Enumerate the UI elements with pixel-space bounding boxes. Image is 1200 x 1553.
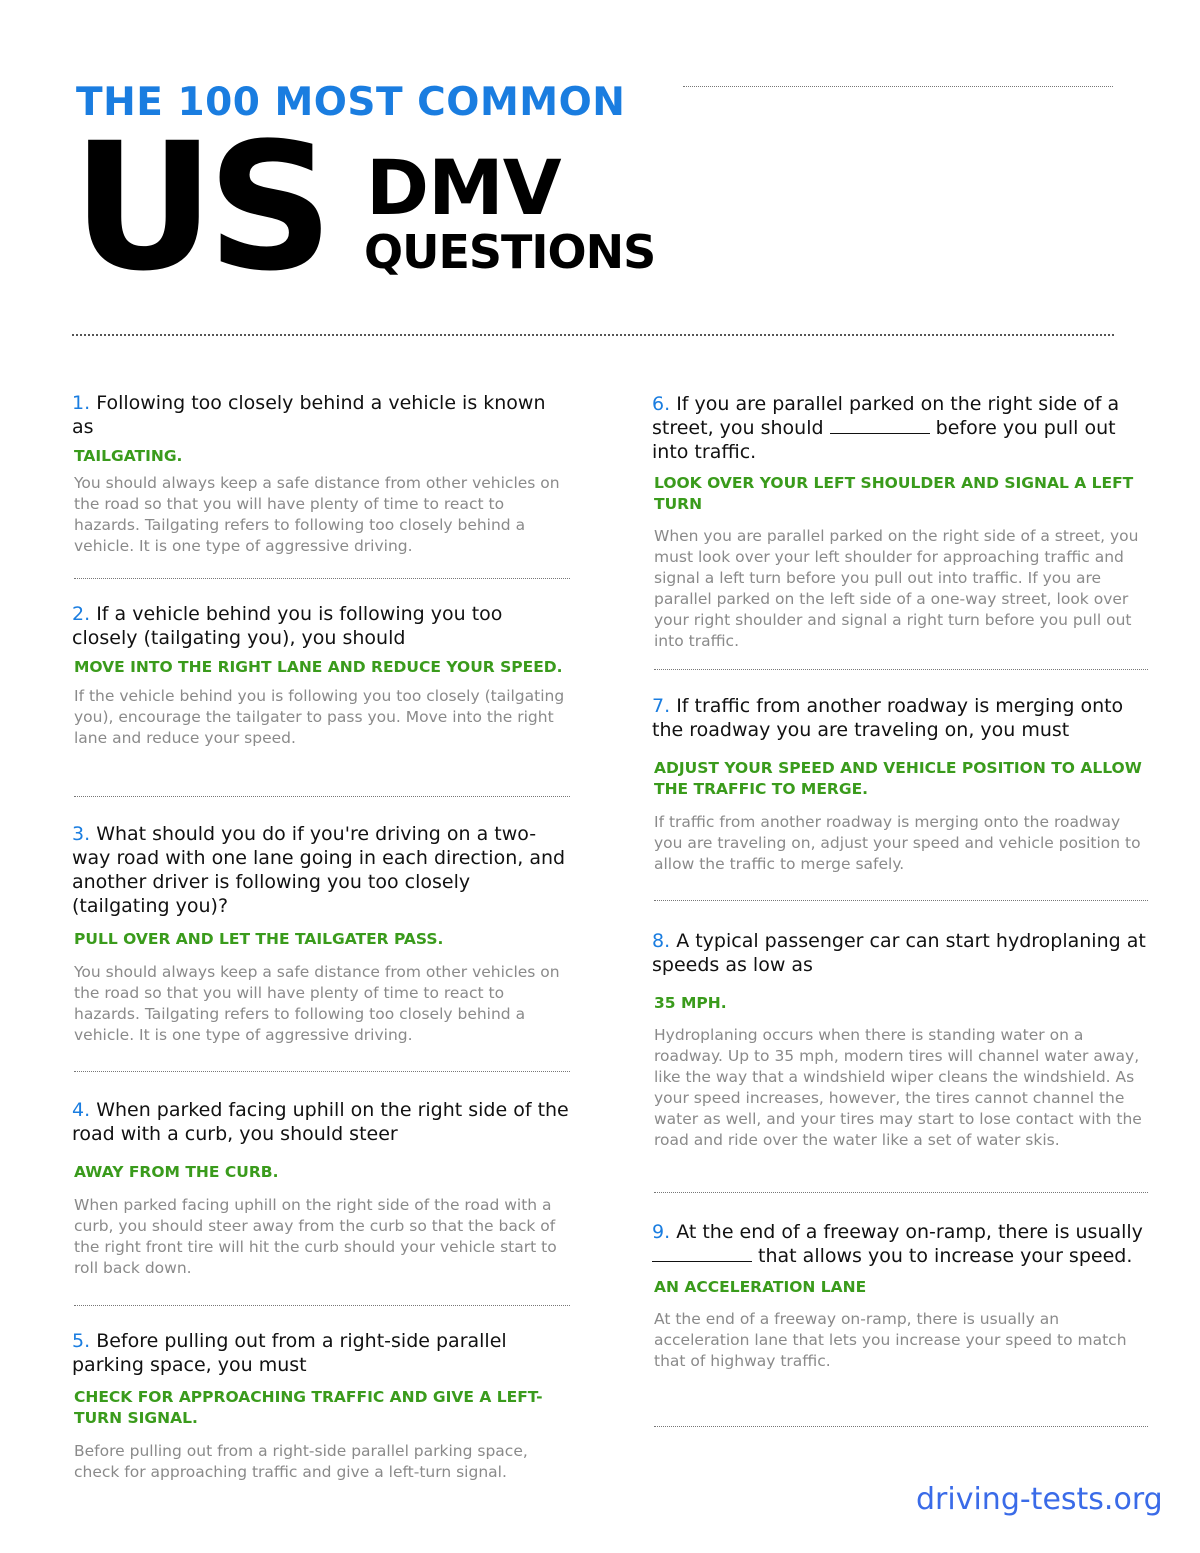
answer-text: LOOK OVER YOUR LEFT SHOULDER AND SIGNAL A LEFT TURN bbox=[654, 474, 1134, 513]
divider bbox=[74, 578, 570, 579]
answer-text: TAILGATING. bbox=[74, 447, 183, 465]
question-item-4 bbox=[72, 1098, 572, 1279]
answer-text: MOVE INTO THE RIGHT LANE AND REDUCE YOUR SPEED. bbox=[74, 658, 563, 676]
question-number: 1. bbox=[72, 392, 91, 414]
divider bbox=[74, 796, 570, 797]
question-text: 6. If you are parallel parked on the right side of a street, you should before you pull out into traffic. bbox=[652, 393, 1120, 463]
answer-text: AWAY FROM THE CURB. bbox=[74, 1163, 279, 1181]
question-number: 4. bbox=[72, 1099, 91, 1121]
question-item-8 bbox=[652, 929, 1150, 1151]
divider bbox=[654, 669, 1148, 670]
title-dmv: DMV bbox=[366, 143, 561, 232]
question-text: 8. A typical passenger car can start hydroplaning at speeds as low as bbox=[652, 930, 1146, 976]
answer-text: AN ACCELERATION LANE bbox=[654, 1278, 867, 1296]
question-text: 4. When parked facing uphill on the right side of the road with a curb, you should steer bbox=[72, 1099, 569, 1145]
explanation-text: If traffic from another roadway is merging onto the roadway you are traveling on, adjust your speed and vehicle position to allow the traffic to merge safely. bbox=[654, 813, 1141, 873]
question-item-1 bbox=[72, 391, 572, 557]
explanation-text: Before pulling out from a right-side parallel parking space, check for approaching traffic and give a left-turn signal. bbox=[74, 1442, 528, 1481]
divider bbox=[74, 1305, 570, 1306]
question-item-6 bbox=[652, 392, 1150, 652]
title-us: US bbox=[72, 105, 326, 310]
explanation-text: When you are parallel parked on the right side of a street, you must look over your left shoulder for approaching traffic and signal a left turn before you pull out into traffic. If you are parallel parked on the left side of a one-way street, look over your right shoulder and signal a right turn before you pull out into traffic. bbox=[654, 527, 1139, 650]
header-divider-top bbox=[683, 86, 1113, 87]
question-text: 1. Following too closely behind a vehicle is known as bbox=[72, 392, 546, 438]
explanation-text: At the end of a freeway on-ramp, there is usually an acceleration lane that lets you increase your speed to match that of highway traffic. bbox=[654, 1310, 1127, 1370]
question-item-3 bbox=[72, 822, 572, 1046]
question-number: 5. bbox=[72, 1330, 91, 1352]
fill-in-blank bbox=[652, 1245, 752, 1262]
fill-in-blank bbox=[830, 417, 930, 434]
question-text: 9. At the end of a freeway on-ramp, there is usually that allows you to increase your speed. bbox=[652, 1221, 1143, 1267]
question-number: 3. bbox=[72, 823, 91, 845]
question-item-7 bbox=[652, 694, 1150, 875]
question-item-2 bbox=[72, 602, 572, 749]
explanation-text: You should always keep a safe distance from other vehicles on the road so that you will have plenty of time to react to hazards. Tailgating refers to following too closely behind a vehicle. It is one type of aggressive driving. bbox=[74, 963, 560, 1044]
title-top-line: THE 100 MOST COMMON bbox=[76, 80, 626, 125]
question-text: 2. If a vehicle behind you is following you too closely (tailgating you), you should bbox=[72, 603, 503, 649]
question-number: 8. bbox=[652, 930, 671, 952]
divider bbox=[74, 1071, 570, 1072]
question-text: 3. What should you do if you're driving on a two-way road with one lane going in each direction, and another driver is following you too closely (tailgating you)? bbox=[72, 823, 566, 917]
explanation-text: When parked facing uphill on the right side of the road with a curb, you should steer away from the curb so that the back of the right front tire will hit the curb should your vehicle start to roll back down. bbox=[74, 1196, 557, 1277]
question-number: 2. bbox=[72, 603, 91, 625]
question-item-9 bbox=[652, 1220, 1150, 1372]
brand-logo-text: driving-tests.org bbox=[916, 1482, 1163, 1517]
explanation-text: If the vehicle behind you is following you too closely (tailgating you), encourage the tailgater to pass you. Move into the right lane and reduce your speed. bbox=[74, 687, 565, 747]
answer-text: 35 MPH. bbox=[654, 994, 727, 1012]
answer-text: PULL OVER AND LET THE TAILGATER PASS. bbox=[74, 930, 444, 948]
question-item-5 bbox=[72, 1329, 572, 1483]
header-divider bbox=[72, 334, 1114, 336]
question-number: 7. bbox=[652, 695, 671, 717]
divider bbox=[654, 900, 1148, 901]
title-questions: QUESTIONS bbox=[364, 225, 656, 279]
question-number: 6. bbox=[652, 393, 671, 415]
question-number: 9. bbox=[652, 1221, 671, 1243]
question-text: 7. If traffic from another roadway is merging onto the roadway you are traveling on, you must bbox=[652, 695, 1124, 741]
explanation-text: You should always keep a safe distance from other vehicles on the road so that you will have plenty of time to react to hazards. Tailgating refers to following too closely behind a vehicle. It is one type of aggressive driving. bbox=[74, 474, 560, 555]
answer-text: ADJUST YOUR SPEED AND VEHICLE POSITION TO ALLOW THE TRAFFIC TO MERGE. bbox=[654, 759, 1142, 798]
question-text: 5. Before pulling out from a right-side parallel parking space, you must bbox=[72, 1330, 507, 1376]
explanation-text: Hydroplaning occurs when there is standing water on a roadway. Up to 35 mph, modern tires will channel water away, like the way that a windshield wiper cleans the windshield. As your speed increases, however, the tires cannot channel the water as well, and your tires may start to lose contact with the road and ride over the water like a set of water skis. bbox=[654, 1026, 1142, 1149]
divider bbox=[654, 1192, 1148, 1193]
divider bbox=[654, 1426, 1148, 1427]
answer-text: CHECK FOR APPROACHING TRAFFIC AND GIVE A LEFT-TURN SIGNAL. bbox=[74, 1388, 543, 1427]
